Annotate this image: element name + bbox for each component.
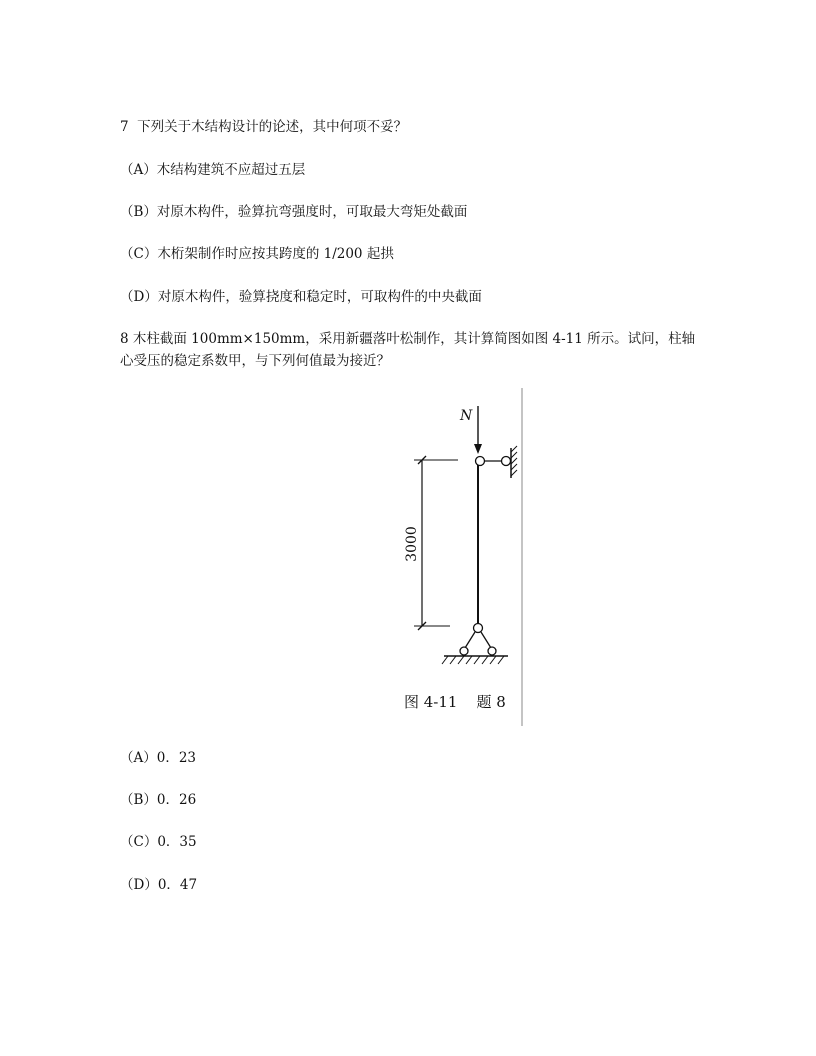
- top-wall-hatching: [511, 446, 517, 476]
- question-8-stem: 8 木柱截面 100mm×150mm，采用新疆落叶松制作，其计算简图如图 4-11 所示。试问，柱轴心受压的稳定系数甲，与下列何值最为接近？: [120, 331, 696, 369]
- support-leg-right: [481, 632, 491, 648]
- question-7-stem: 7 下列关于木结构设计的论述，其中何项不妥？: [120, 119, 408, 135]
- top-support-circle: [502, 457, 511, 466]
- dimension-label: 3000: [404, 526, 420, 562]
- question-7-option-b: （B）对原木构件，验算抗弯强度时，可取最大弯矩处截面: [120, 204, 468, 220]
- load-arrow-head: [474, 444, 482, 454]
- figure-caption: 图 4-11 题 8: [404, 693, 506, 711]
- question-7-option-a: （A）木结构建筑不应超过五层: [120, 162, 306, 178]
- support-roller-left: [460, 647, 468, 655]
- bottom-hinge-circle: [474, 624, 483, 633]
- ground-hatching: [442, 656, 504, 664]
- question-8-option-d: （D）0．47: [120, 877, 198, 893]
- question-7-option-d: （D）对原木构件，验算挠度和稳定时，可取构件的中央截面: [120, 289, 482, 305]
- question-7-option-c: （C）木桁架制作时应按其跨度的 1/200 起拱: [120, 246, 394, 262]
- question-8-option-c: （C）0．35: [120, 834, 197, 850]
- load-label: N: [460, 408, 473, 424]
- column-diagram-figure: [388, 388, 528, 728]
- support-leg-left: [465, 632, 475, 648]
- question-8-option-a: （A）0．23: [120, 750, 197, 766]
- question-8-option-b: （B）0．26: [120, 792, 197, 808]
- column-diagram: [388, 388, 528, 728]
- top-hinge-circle: [476, 457, 485, 466]
- support-roller-right: [488, 647, 496, 655]
